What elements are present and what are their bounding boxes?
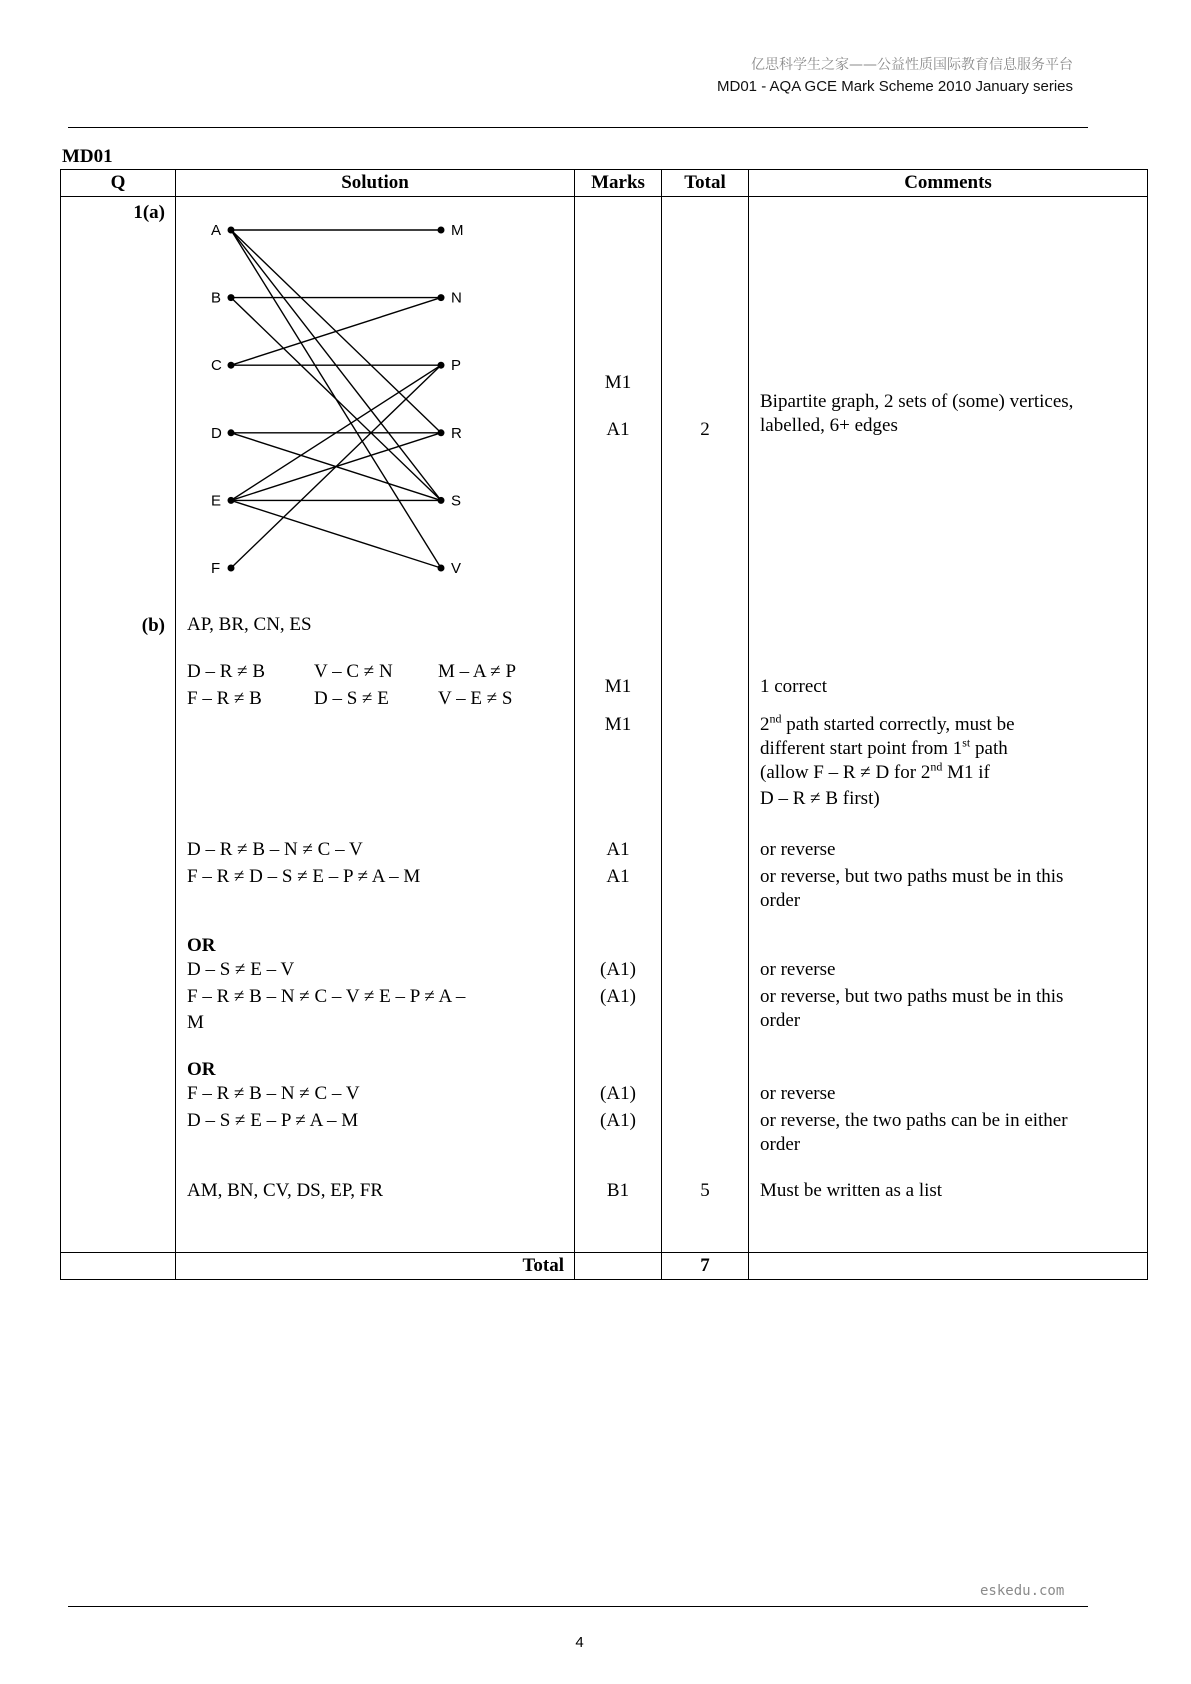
graph-vertex-E bbox=[228, 497, 235, 504]
final-matching: AM, BN, CV, DS, EP, FR bbox=[187, 1180, 384, 1201]
comment-b-4-line-2: order bbox=[760, 890, 801, 911]
marks-cell bbox=[575, 197, 662, 1253]
graph-vertex-label-N: N bbox=[451, 289, 462, 307]
path-4: F – R ≠ B bbox=[187, 688, 262, 709]
comment-b-7: or reverse bbox=[760, 1083, 836, 1104]
header-title: MD01 - AQA GCE Mark Scheme 2010 January series bbox=[717, 78, 1073, 95]
total-a: 2 bbox=[700, 419, 710, 440]
comments-cell bbox=[749, 197, 1148, 1253]
mark-or2-a1-second: (A1) bbox=[600, 1110, 636, 1131]
table-header-row bbox=[61, 170, 1148, 197]
mark-b-a1-second: A1 bbox=[606, 866, 630, 887]
bipartite-graph bbox=[176, 197, 575, 587]
comment-b-4-line-1: or reverse, but two paths must be in this bbox=[760, 866, 1064, 887]
mark-a-m1: M1 bbox=[604, 372, 632, 393]
mark-b-m1-first: M1 bbox=[604, 676, 632, 697]
graph-edge-C-N bbox=[231, 298, 441, 366]
comment-b-8-line-2: order bbox=[760, 1134, 801, 1155]
mark-a-a1: A1 bbox=[606, 419, 630, 440]
mark-or1-a1-second: (A1) bbox=[600, 986, 636, 1007]
or2-path-2: D – S ≠ E – P ≠ A – M bbox=[187, 1110, 359, 1131]
comment-text: 2 bbox=[760, 714, 770, 735]
or-label-1: OR bbox=[187, 935, 216, 956]
q-label-b: (b) bbox=[141, 615, 165, 636]
total-b: 5 bbox=[700, 1180, 710, 1201]
mark-b-a1-first: A1 bbox=[606, 839, 630, 860]
total-row bbox=[61, 1253, 1148, 1280]
comment-text: different start point from 1 bbox=[760, 738, 963, 759]
graph-vertex-label-F: F bbox=[211, 560, 221, 577]
final-path-1: D – R ≠ B – N ≠ C – V bbox=[187, 839, 363, 860]
comment-b-2-line-1 bbox=[760, 711, 1015, 736]
comment-text: path started correctly, must be bbox=[781, 714, 1015, 735]
comment-text: (allow F – R ≠ D for 2 bbox=[760, 762, 931, 783]
path-3: M – A ≠ P bbox=[438, 661, 517, 682]
graph-vertex-label-V: V bbox=[451, 560, 462, 577]
mark-b-b1: B1 bbox=[606, 1180, 630, 1201]
comment-b-2-line-3 bbox=[760, 759, 990, 784]
header-site-cn: 亿思科学生之家——公益性质国际教育信息服务平台 bbox=[751, 57, 1073, 73]
or2-path-1: F – R ≠ B – N ≠ C – V bbox=[187, 1083, 360, 1104]
comment-b-3: or reverse bbox=[760, 839, 836, 860]
path-2: V – C ≠ N bbox=[314, 661, 393, 682]
graph-vertex-label-S: S bbox=[451, 492, 462, 510]
superscript: nd bbox=[769, 711, 782, 726]
graph-vertex-label-R: R bbox=[451, 424, 462, 442]
or1-path-1: D – S ≠ E – V bbox=[187, 959, 295, 980]
graph-vertex-M bbox=[438, 227, 445, 234]
header-solution: Solution bbox=[176, 170, 575, 197]
graph-vertex-B bbox=[228, 294, 235, 301]
comment-b-1: 1 correct bbox=[760, 676, 827, 697]
footer-site: eskedu.com bbox=[980, 1583, 1065, 1599]
total-value: 7 bbox=[662, 1253, 749, 1280]
total-row-marks bbox=[575, 1253, 662, 1280]
graph-vertex-label-E: E bbox=[211, 492, 222, 510]
header-total: Total bbox=[662, 170, 749, 197]
initial-matching: AP, BR, CN, ES bbox=[187, 614, 312, 635]
comment-b-9: Must be written as a list bbox=[760, 1180, 943, 1201]
superscript: st bbox=[962, 735, 971, 750]
page-number: 4 bbox=[575, 1634, 584, 1651]
graph-vertex-V bbox=[438, 565, 445, 572]
comment-b-6-line-1: or reverse, but two paths must be in this bbox=[760, 986, 1064, 1007]
graph-vertex-S bbox=[438, 497, 445, 504]
comment-text: path bbox=[970, 738, 1008, 759]
graph-edges bbox=[231, 230, 441, 568]
graph-vertex-N bbox=[438, 294, 445, 301]
graph-vertex-P bbox=[438, 362, 445, 369]
graph-edge-F-P bbox=[231, 365, 441, 568]
total-row-q bbox=[61, 1253, 176, 1280]
table-row bbox=[61, 197, 1148, 1253]
comment-b-5: or reverse bbox=[760, 959, 836, 980]
q-cell bbox=[61, 197, 176, 1253]
header-marks: Marks bbox=[575, 170, 662, 197]
comment-text: M1 if bbox=[942, 762, 990, 783]
graph-vertex-label-C: C bbox=[211, 357, 222, 375]
or-label-2: OR bbox=[187, 1059, 216, 1080]
total-label: Total bbox=[176, 1253, 575, 1280]
or1-path-2-cont: M bbox=[187, 1012, 204, 1033]
graph-vertex-label-P: P bbox=[451, 357, 462, 375]
graph-vertex-A bbox=[228, 227, 235, 234]
comment-a-line-1: Bipartite graph, 2 sets of (some) vertices, bbox=[760, 391, 1074, 412]
graph-vertex-label-B: B bbox=[211, 289, 222, 307]
mark-scheme-table bbox=[60, 169, 1148, 1280]
mark-or2-a1-first: (A1) bbox=[600, 1083, 636, 1104]
total-cell bbox=[662, 197, 749, 1253]
comment-a-line-2: labelled, 6+ edges bbox=[760, 415, 898, 436]
graph-vertex-C bbox=[228, 362, 235, 369]
footer-rule bbox=[68, 1606, 1088, 1607]
graph-vertex-D bbox=[228, 429, 235, 436]
graph-edge-B-S bbox=[231, 298, 441, 501]
or1-path-2: F – R ≠ B – N ≠ C – V ≠ E – P ≠ A – bbox=[187, 986, 466, 1007]
final-path-2: F – R ≠ D – S ≠ E – P ≠ A – M bbox=[187, 866, 421, 887]
section-title: MD01 bbox=[62, 146, 113, 167]
graph-vertex-R bbox=[438, 429, 445, 436]
path-5: D – S ≠ E bbox=[314, 688, 389, 709]
path-6: V – E ≠ S bbox=[438, 688, 513, 709]
graph-vertex-label-A: A bbox=[211, 222, 222, 239]
q-label-1a: 1(a) bbox=[133, 202, 165, 223]
path-1: D – R ≠ B bbox=[187, 661, 265, 682]
graph-vertex-label-M: M bbox=[451, 222, 464, 239]
mark-or1-a1-first: (A1) bbox=[600, 959, 636, 980]
mark-b-m1-second: M1 bbox=[604, 714, 632, 735]
solution-cell bbox=[176, 197, 575, 1253]
comment-b-8-line-1: or reverse, the two paths can be in either bbox=[760, 1110, 1068, 1131]
graph-vertex-label-D: D bbox=[211, 424, 222, 442]
superscript: nd bbox=[930, 759, 943, 774]
header-rule bbox=[68, 127, 1088, 128]
header-q: Q bbox=[61, 170, 176, 197]
comment-b-2-line-4: D – R ≠ B first) bbox=[760, 788, 880, 809]
graph-vertex-F bbox=[228, 565, 235, 572]
comment-b-2-line-2 bbox=[760, 735, 1008, 760]
header-comments: Comments bbox=[749, 170, 1148, 197]
graph-edge-E-V bbox=[231, 500, 441, 568]
comment-b-6-line-2: order bbox=[760, 1010, 801, 1031]
total-row-comments bbox=[749, 1253, 1148, 1280]
